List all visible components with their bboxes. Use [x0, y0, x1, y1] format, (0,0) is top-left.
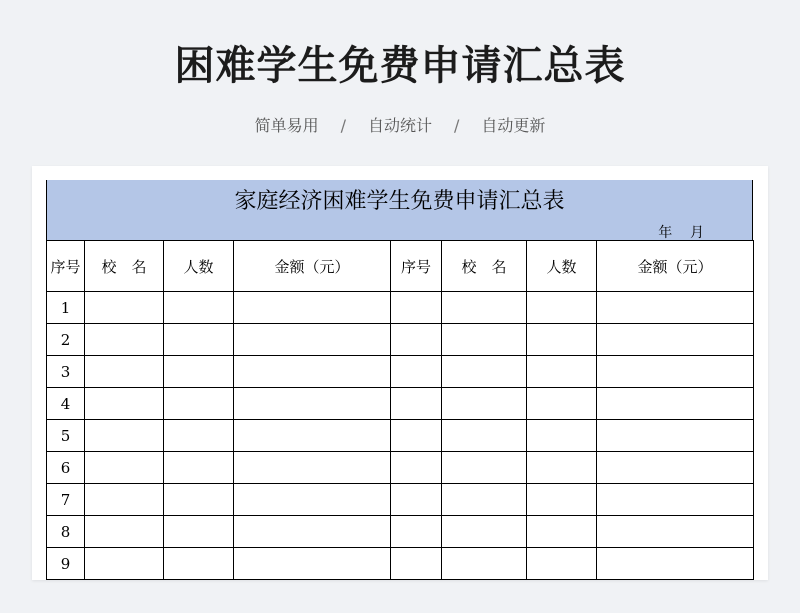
table-cell[interactable]	[85, 452, 164, 484]
table-cell[interactable]	[527, 548, 597, 580]
table-cell[interactable]	[442, 420, 527, 452]
table-cell[interactable]	[527, 420, 597, 452]
col-header-index: 序号	[391, 241, 442, 292]
tagline-easy: 简单易用	[254, 116, 319, 135]
table-title: 家庭经济困难学生免费申请汇总表	[234, 189, 565, 214]
table-cell[interactable]	[391, 356, 442, 388]
table-cell[interactable]	[391, 420, 442, 452]
table-cell[interactable]	[85, 292, 164, 324]
table-cell[interactable]	[234, 420, 391, 452]
table-cell[interactable]	[234, 292, 391, 324]
tagline-auto-update: 自动更新	[481, 116, 546, 135]
table-cell[interactable]	[597, 452, 754, 484]
row-number: 6	[47, 452, 85, 484]
table-cell[interactable]	[391, 292, 442, 324]
table-cell[interactable]	[164, 516, 234, 548]
col-header-school: 校 名	[442, 241, 527, 292]
table-cell[interactable]	[527, 292, 597, 324]
row-number: 5	[47, 420, 85, 452]
table-row	[47, 548, 754, 580]
summary-table	[46, 240, 754, 580]
tagline-auto-count: 自动统计	[367, 116, 432, 135]
table-cell[interactable]	[442, 484, 527, 516]
spreadsheet-preview	[32, 166, 768, 580]
table-cell[interactable]	[85, 356, 164, 388]
table-cell[interactable]	[164, 484, 234, 516]
table-cell[interactable]	[85, 484, 164, 516]
table-cell[interactable]	[164, 292, 234, 324]
table-cell[interactable]	[85, 420, 164, 452]
table-cell[interactable]	[164, 452, 234, 484]
table-row	[47, 484, 754, 516]
table-cell[interactable]	[85, 324, 164, 356]
header-row	[47, 241, 754, 292]
table-cell[interactable]	[442, 356, 527, 388]
row-number: 3	[47, 356, 85, 388]
tagline-separator: /	[340, 116, 346, 135]
table-cell[interactable]	[597, 516, 754, 548]
table-cell[interactable]	[164, 388, 234, 420]
tagline	[0, 113, 800, 136]
table-cell[interactable]	[85, 516, 164, 548]
table-cell[interactable]	[442, 388, 527, 420]
table-cell[interactable]	[442, 324, 527, 356]
table-cell[interactable]	[234, 388, 391, 420]
table-cell[interactable]	[85, 388, 164, 420]
sheet-content	[46, 180, 753, 580]
tagline-separator: /	[454, 116, 460, 135]
table-cell[interactable]	[527, 324, 597, 356]
row-number: 8	[47, 516, 85, 548]
table-cell[interactable]	[164, 324, 234, 356]
table-cell[interactable]	[391, 324, 442, 356]
table-cell[interactable]	[234, 452, 391, 484]
table-cell[interactable]	[597, 420, 754, 452]
row-number: 4	[47, 388, 85, 420]
col-header-school: 校 名	[85, 241, 164, 292]
page-title: 困难学生免费申请汇总表	[174, 43, 626, 89]
table-cell[interactable]	[597, 356, 754, 388]
table-cell[interactable]	[597, 388, 754, 420]
table-row	[47, 292, 754, 324]
table-cell[interactable]	[85, 548, 164, 580]
table-row	[47, 324, 754, 356]
table-cell[interactable]	[597, 484, 754, 516]
table-cell[interactable]	[391, 548, 442, 580]
table-cell[interactable]	[527, 516, 597, 548]
table-cell[interactable]	[164, 420, 234, 452]
table-cell[interactable]	[391, 484, 442, 516]
table-title-band	[46, 180, 753, 240]
table-cell[interactable]	[234, 324, 391, 356]
table-cell[interactable]	[597, 548, 754, 580]
table-row	[47, 420, 754, 452]
col-header-count: 人数	[164, 241, 234, 292]
table-cell[interactable]	[164, 356, 234, 388]
col-header-index: 序号	[47, 241, 85, 292]
row-number: 1	[47, 292, 85, 324]
table-cell[interactable]	[391, 452, 442, 484]
col-header-amount: 金额（元）	[234, 241, 391, 292]
date-label: 年 月	[658, 225, 704, 241]
row-number: 9	[47, 548, 85, 580]
table-cell[interactable]	[234, 548, 391, 580]
table-row	[47, 356, 754, 388]
table-cell[interactable]	[234, 484, 391, 516]
table-cell[interactable]	[391, 516, 442, 548]
col-header-amount: 金额（元）	[597, 241, 754, 292]
table-cell[interactable]	[527, 356, 597, 388]
table-cell[interactable]	[442, 548, 527, 580]
table-cell[interactable]	[527, 484, 597, 516]
table-row	[47, 516, 754, 548]
table-cell[interactable]	[527, 388, 597, 420]
table-cell[interactable]	[527, 452, 597, 484]
row-number: 7	[47, 484, 85, 516]
table-row	[47, 388, 754, 420]
table-cell[interactable]	[164, 548, 234, 580]
table-cell[interactable]	[597, 292, 754, 324]
table-cell[interactable]	[442, 516, 527, 548]
row-number: 2	[47, 324, 85, 356]
table-cell[interactable]	[391, 388, 442, 420]
table-row	[47, 452, 754, 484]
table-cell[interactable]	[442, 292, 527, 324]
table-cell[interactable]	[597, 324, 754, 356]
table-cell[interactable]	[234, 516, 391, 548]
table-cell[interactable]	[442, 452, 527, 484]
table-cell[interactable]	[234, 356, 391, 388]
col-header-count: 人数	[527, 241, 597, 292]
